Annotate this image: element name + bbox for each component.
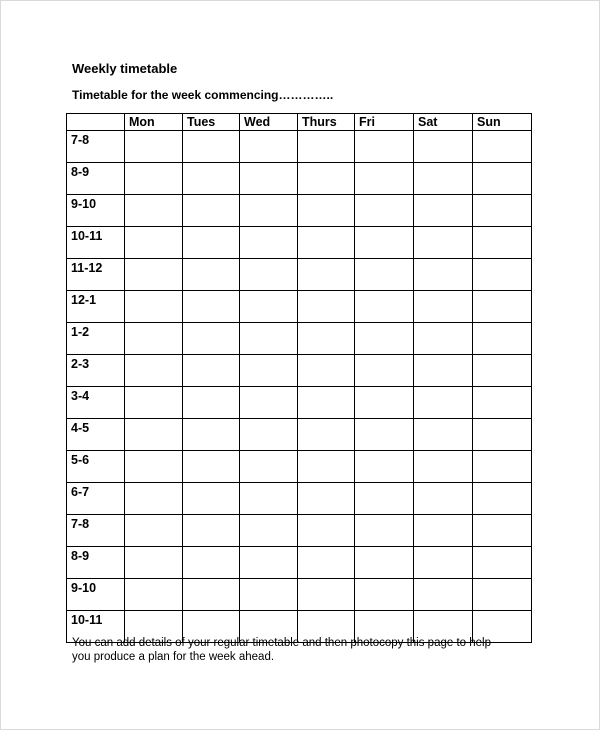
timetable-cell-mon[interactable] bbox=[125, 355, 183, 387]
time-slot-label: 5-6 bbox=[67, 451, 125, 483]
timetable-grid bbox=[66, 113, 532, 643]
timetable-cell-sun[interactable] bbox=[473, 323, 532, 355]
timetable-cell-thurs[interactable] bbox=[298, 131, 355, 163]
timetable-cell-sun[interactable] bbox=[473, 195, 532, 227]
timetable-cell-sat[interactable] bbox=[414, 291, 473, 323]
day-header-sun: Sun bbox=[473, 114, 532, 131]
day-header-sat: Sat bbox=[414, 114, 473, 131]
timetable-cell-tues[interactable] bbox=[183, 163, 240, 195]
timetable-cell-tues[interactable] bbox=[183, 579, 240, 611]
timetable-cell-thurs[interactable] bbox=[298, 195, 355, 227]
timetable-cell-sat[interactable] bbox=[414, 579, 473, 611]
time-slot-label: 1-2 bbox=[67, 323, 125, 355]
day-header-fri: Fri bbox=[355, 114, 414, 131]
timetable-cell-sat[interactable] bbox=[414, 259, 473, 291]
timetable-cell-sat[interactable] bbox=[414, 227, 473, 259]
timetable-cell-thurs[interactable] bbox=[298, 259, 355, 291]
timetable-cell-sat[interactable] bbox=[414, 131, 473, 163]
timetable-cell-sun[interactable] bbox=[473, 163, 532, 195]
timetable-cell-tues[interactable] bbox=[183, 195, 240, 227]
timetable-cell-fri[interactable] bbox=[355, 131, 414, 163]
table-row bbox=[67, 387, 532, 419]
timetable-cell-sat[interactable] bbox=[414, 163, 473, 195]
timetable-cell-tues[interactable] bbox=[183, 451, 240, 483]
table-row bbox=[67, 131, 532, 163]
timetable-cell-tues[interactable] bbox=[183, 387, 240, 419]
timetable-cell-fri[interactable] bbox=[355, 547, 414, 579]
timetable-cell-wed[interactable] bbox=[240, 163, 298, 195]
timetable-cell-sun[interactable] bbox=[473, 579, 532, 611]
timetable-cell-tues[interactable] bbox=[183, 259, 240, 291]
table-row bbox=[67, 515, 532, 547]
timetable-cell-fri[interactable] bbox=[355, 355, 414, 387]
timetable-cell-wed[interactable] bbox=[240, 259, 298, 291]
time-slot-label: 12-1 bbox=[67, 291, 125, 323]
timetable-cell-thurs[interactable] bbox=[298, 515, 355, 547]
timetable-cell-sat[interactable] bbox=[414, 355, 473, 387]
timetable-cell-sun[interactable] bbox=[473, 355, 532, 387]
timetable-cell-mon[interactable] bbox=[125, 483, 183, 515]
day-header-thurs: Thurs bbox=[298, 114, 355, 131]
table-row bbox=[67, 259, 532, 291]
timetable-cell-mon[interactable] bbox=[125, 259, 183, 291]
time-slot-label: 8-9 bbox=[67, 547, 125, 579]
timetable-cell-wed[interactable] bbox=[240, 323, 298, 355]
timetable-cell-fri[interactable] bbox=[355, 579, 414, 611]
timetable-cell-sat[interactable] bbox=[414, 323, 473, 355]
timetable-cell-sun[interactable] bbox=[473, 483, 532, 515]
timetable-cell-mon[interactable] bbox=[125, 227, 183, 259]
time-slot-label: 7-8 bbox=[67, 515, 125, 547]
timetable-cell-mon[interactable] bbox=[125, 451, 183, 483]
table-row bbox=[67, 323, 532, 355]
timetable-cell-wed[interactable] bbox=[240, 355, 298, 387]
timetable-cell-tues[interactable] bbox=[183, 291, 240, 323]
timetable-cell-thurs[interactable] bbox=[298, 483, 355, 515]
table-row bbox=[67, 547, 532, 579]
time-slot-label: 10-11 bbox=[67, 611, 125, 643]
timetable-cell-mon[interactable] bbox=[125, 195, 183, 227]
timetable-cell-thurs[interactable] bbox=[298, 579, 355, 611]
table-row bbox=[67, 195, 532, 227]
timetable-cell-sun[interactable] bbox=[473, 259, 532, 291]
day-header-tues: Tues bbox=[183, 114, 240, 131]
timetable-cell-mon[interactable] bbox=[125, 579, 183, 611]
footer-note bbox=[72, 636, 542, 664]
timetable-cell-tues[interactable] bbox=[183, 419, 240, 451]
timetable-cell-sat[interactable] bbox=[414, 547, 473, 579]
timetable-cell-sun[interactable] bbox=[473, 515, 532, 547]
table-row bbox=[67, 419, 532, 451]
timetable-cell-mon[interactable] bbox=[125, 163, 183, 195]
timetable-cell-sun[interactable] bbox=[473, 387, 532, 419]
timetable-cell-wed[interactable] bbox=[240, 291, 298, 323]
timetable-cell-mon[interactable] bbox=[125, 323, 183, 355]
timetable-cell-sat[interactable] bbox=[414, 483, 473, 515]
timetable-cell-tues[interactable] bbox=[183, 227, 240, 259]
timetable-cell-thurs[interactable] bbox=[298, 387, 355, 419]
timetable-cell-thurs[interactable] bbox=[298, 291, 355, 323]
timetable-cell-sun[interactable] bbox=[473, 419, 532, 451]
timetable-cell-tues[interactable] bbox=[183, 515, 240, 547]
timetable-cell-thurs[interactable] bbox=[298, 323, 355, 355]
timetable-body bbox=[67, 131, 532, 643]
timetable-cell-wed[interactable] bbox=[240, 515, 298, 547]
timetable-cell-sat[interactable] bbox=[414, 419, 473, 451]
header-row bbox=[67, 114, 532, 131]
timetable-cell-tues[interactable] bbox=[183, 131, 240, 163]
timetable-cell-sat[interactable] bbox=[414, 451, 473, 483]
timetable-cell-wed[interactable] bbox=[240, 547, 298, 579]
timetable-cell-sat[interactable] bbox=[414, 195, 473, 227]
time-slot-label: 8-9 bbox=[67, 163, 125, 195]
timetable-cell-tues[interactable] bbox=[183, 355, 240, 387]
timetable-cell-fri[interactable] bbox=[355, 163, 414, 195]
timetable-cell-wed[interactable] bbox=[240, 579, 298, 611]
timetable-cell-thurs[interactable] bbox=[298, 163, 355, 195]
timetable-cell-fri[interactable] bbox=[355, 419, 414, 451]
timetable-cell-fri[interactable] bbox=[355, 451, 414, 483]
timetable-cell-wed[interactable] bbox=[240, 131, 298, 163]
time-slot-label: 9-10 bbox=[67, 579, 125, 611]
timetable-cell-wed[interactable] bbox=[240, 195, 298, 227]
timetable-cell-mon[interactable] bbox=[125, 387, 183, 419]
timetable-cell-fri[interactable] bbox=[355, 323, 414, 355]
timetable-cell-sat[interactable] bbox=[414, 515, 473, 547]
timetable-cell-sun[interactable] bbox=[473, 291, 532, 323]
timetable-cell-thurs[interactable] bbox=[298, 451, 355, 483]
time-slot-label: 4-5 bbox=[67, 419, 125, 451]
table-row bbox=[67, 483, 532, 515]
timetable-cell-tues[interactable] bbox=[183, 547, 240, 579]
timetable-cell-wed[interactable] bbox=[240, 451, 298, 483]
timetable-cell-tues[interactable] bbox=[183, 483, 240, 515]
table-row bbox=[67, 291, 532, 323]
time-slot-label: 3-4 bbox=[67, 387, 125, 419]
day-header-mon: Mon bbox=[125, 114, 183, 131]
timetable-cell-fri[interactable] bbox=[355, 291, 414, 323]
time-slot-label: 7-8 bbox=[67, 131, 125, 163]
timetable-cell-sun[interactable] bbox=[473, 227, 532, 259]
table-row bbox=[67, 451, 532, 483]
time-slot-label: 10-11 bbox=[67, 227, 125, 259]
timetable-cell-wed[interactable] bbox=[240, 387, 298, 419]
time-slot-label: 11-12 bbox=[67, 259, 125, 291]
table-row bbox=[67, 579, 532, 611]
timetable-cell-thurs[interactable] bbox=[298, 355, 355, 387]
timetable-cell-fri[interactable] bbox=[355, 259, 414, 291]
timetable-cell-mon[interactable] bbox=[125, 547, 183, 579]
timetable-cell-fri[interactable] bbox=[355, 483, 414, 515]
footer-line-2: you produce a plan for the week ahead. bbox=[72, 651, 275, 663]
timetable-cell-sun[interactable] bbox=[473, 547, 532, 579]
table-row bbox=[67, 355, 532, 387]
day-header-wed: Wed bbox=[240, 114, 298, 131]
timetable-cell-sun[interactable] bbox=[473, 131, 532, 163]
timetable-cell-mon[interactable] bbox=[125, 419, 183, 451]
time-slot-label: 2-3 bbox=[67, 355, 125, 387]
timetable-cell-fri[interactable] bbox=[355, 387, 414, 419]
table-row bbox=[67, 163, 532, 195]
page-title: Weekly timetable bbox=[72, 61, 178, 76]
timetable-cell-wed[interactable] bbox=[240, 483, 298, 515]
timetable-cell-thurs[interactable] bbox=[298, 419, 355, 451]
timetable-cell-wed[interactable] bbox=[240, 419, 298, 451]
table-row bbox=[67, 227, 532, 259]
timetable-cell-mon[interactable] bbox=[125, 515, 183, 547]
timetable-cell-fri[interactable] bbox=[355, 195, 414, 227]
footer-line-1: You can add details of your regular timetable and then photocopy this page to help bbox=[72, 637, 491, 649]
timetable-cell-wed[interactable] bbox=[240, 227, 298, 259]
time-slot-label: 6-7 bbox=[67, 483, 125, 515]
corner-cell bbox=[67, 114, 125, 131]
timetable-cell-tues[interactable] bbox=[183, 323, 240, 355]
timetable-cell-mon[interactable] bbox=[125, 291, 183, 323]
time-slot-label: 9-10 bbox=[67, 195, 125, 227]
timetable-cell-mon[interactable] bbox=[125, 131, 183, 163]
timetable-cell-fri[interactable] bbox=[355, 227, 414, 259]
timetable-cell-sun[interactable] bbox=[473, 451, 532, 483]
timetable-cell-fri[interactable] bbox=[355, 515, 414, 547]
week-commencing-line: Timetable for the week commencing………….. bbox=[72, 88, 334, 102]
timetable-cell-thurs[interactable] bbox=[298, 227, 355, 259]
timetable-cell-sat[interactable] bbox=[414, 387, 473, 419]
timetable-cell-thurs[interactable] bbox=[298, 547, 355, 579]
